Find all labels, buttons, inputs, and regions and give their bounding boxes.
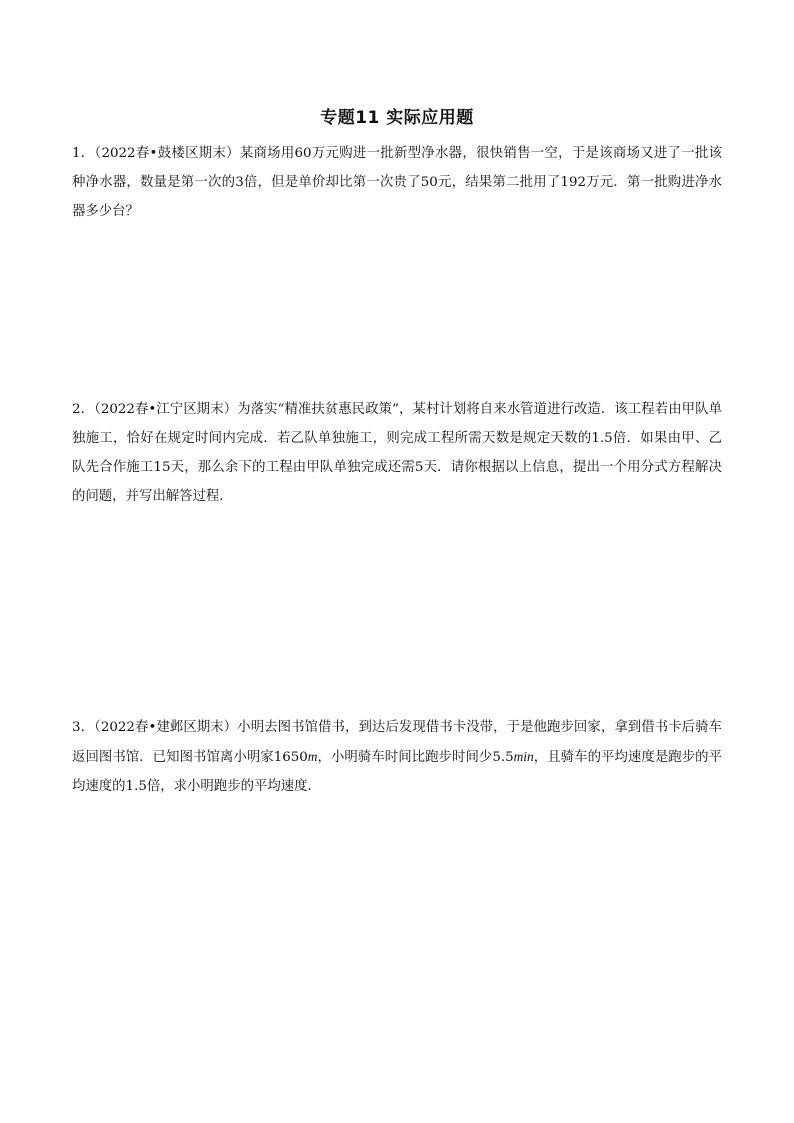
question-number: 2． [72, 402, 95, 417]
question-2 [72, 395, 722, 511]
question-3 [72, 713, 722, 801]
unit-meter: m [307, 749, 318, 764]
question-source: （2022春•建邺区期末） [94, 720, 238, 735]
question-text-part-1: 小明去图书馆借书，到达后发现借书卡没带，于是他跑步回家，拿到借书卡后骑车返回图书馆．已知图书馆离小明家1650 [72, 720, 722, 765]
question-source: （2022春•江宁区期末） [94, 402, 238, 417]
question-text-part-3: ，且骑车的平均速度是跑步的平均速度的1.5倍，求小明跑步的平均速度． [72, 750, 723, 794]
question-1 [72, 139, 722, 226]
question-text-part-2: ，小明骑车时间比跑步时间少5.5 [317, 750, 514, 765]
question-number: 3． [72, 720, 95, 735]
question-number: 1． [72, 146, 95, 161]
question-text: 某商场用60万元购进一批新型净水器，很快销售一空，于是该商场又进了一批该种净水器，数量是第一次的3倍，但是单价却比第一次贵了50元，结果第二批用了192万元．第一批购进净水器多少台？ [72, 146, 722, 219]
page-title: 专题11 实际应用题 [320, 108, 474, 128]
unit-minute: min [513, 749, 534, 764]
question-source: （2022春•鼓楼区期末） [94, 146, 240, 161]
question-text: 为落实“精准扶贫惠民政策”，某村计划将自来水管道进行改造．该工程若由甲队单独施工，恰好在规定时间内完成．若乙队单独施工，则完成工程所需天数是规定天数的1.5倍．如果由甲、乙队先合作施工15天，那么余下的工程由甲队单独完成还需5天．请你根据以上信息，提出一个用分式方程解决的问题，并写出解答过程． [72, 402, 722, 504]
